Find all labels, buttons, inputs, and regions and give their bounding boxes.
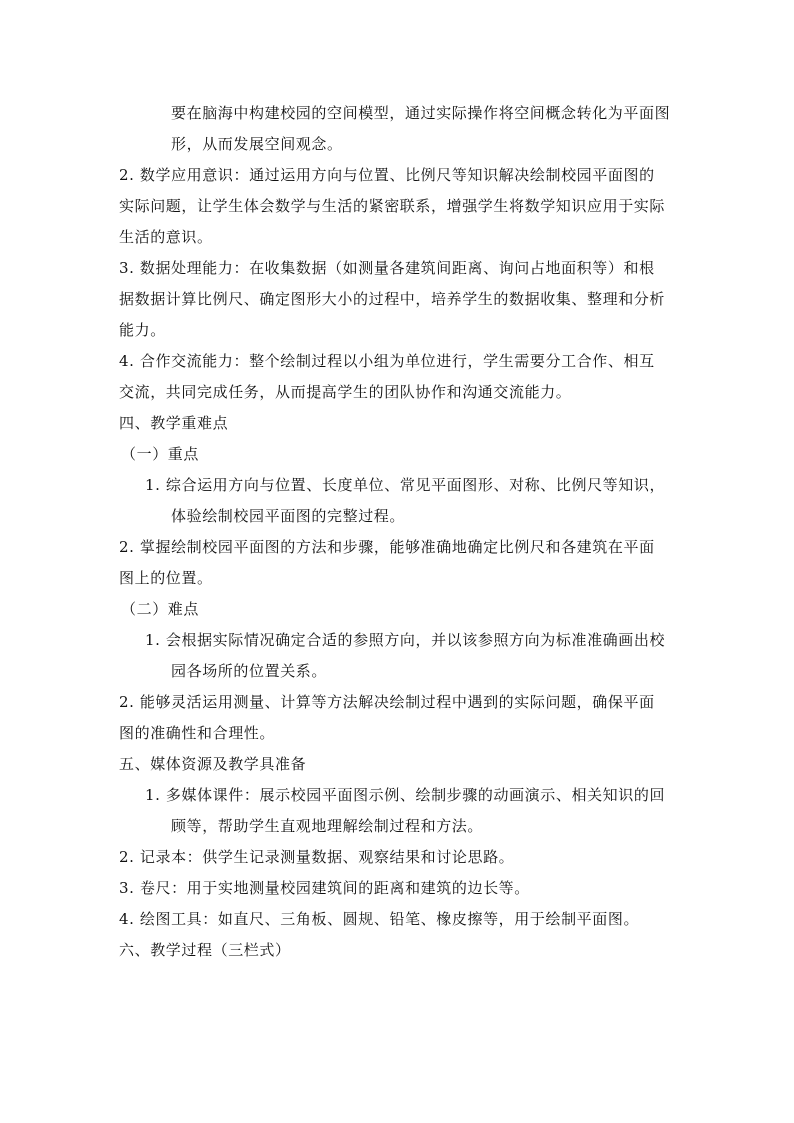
text-line: 4. 合作交流能力：整个绘制过程以小组为单位进行，学生需要分工合作、相互 (119, 352, 655, 370)
text-line: 生活的意识。 (119, 228, 213, 246)
text-line: 3. 卷尺：用于实地测量校园建筑间的距离和建筑的边长等。 (119, 879, 530, 897)
text-line: 2. 记录本：供学生记录测量数据、观察结果和讨论思路。 (119, 848, 515, 866)
text-line: 2. 能够灵活运用测量、计算等方法解决绘制过程中遇到的实际问题，确保平面 (119, 693, 655, 711)
text-line: 图上的位置。 (119, 569, 213, 587)
text-line: 形，从而发展空间观念。 (171, 135, 343, 153)
text-line: 体验绘制校园平面图的完整过程。 (171, 507, 406, 525)
text-line: 2. 数学应用意识：通过运用方向与位置、比例尺等知识解决绘制校园平面图的 (119, 166, 655, 184)
section-heading: 四、教学重难点 (119, 414, 229, 432)
subsection-heading: （二）难点 (121, 600, 200, 618)
section-heading: 五、媒体资源及教学具准备 (119, 755, 307, 773)
text-line: 据数据计算比例尺、确定图形大小的过程中，培养学生的数据收集、整理和分析 (119, 290, 666, 308)
text-line: 园各场所的位置关系。 (171, 662, 328, 680)
text-line: 能力。 (119, 321, 166, 339)
text-line: 3. 数据处理能力：在收集数据（如测量各建筑间距离、询问占地面积等）和根 (119, 259, 655, 277)
text-line: 顾等，帮助学生直观地理解绘制过程和方法。 (171, 817, 484, 835)
text-line: 2. 掌握绘制校园平面图的方法和步骤，能够准确地确定比例尺和各建筑在平面 (119, 538, 655, 556)
text-line: 图的准确性和合理性。 (119, 724, 276, 742)
text-line: 实际问题，让学生体会数学与生活的紧密联系，增强学生将数学知识应用于实际 (119, 197, 666, 215)
text-line: 1. 多媒体课件：展示校园平面图示例、绘制步骤的动画演示、相关知识的回 (145, 786, 666, 804)
text-line: 交流，共同完成任务，从而提高学生的团队协作和沟通交流能力。 (119, 383, 572, 401)
section-heading: 六、教学过程（三栏式） (119, 941, 291, 959)
text-line: 1. 会根据实际情况确定合适的参照方向，并以该参照方向为标准准确画出校 (145, 631, 666, 649)
subsection-heading: （一）重点 (121, 445, 200, 463)
text-line: 4. 绘图工具：如直尺、三角板、圆规、铅笔、橡皮擦等，用于绘制平面图。 (119, 910, 640, 928)
text-line: 1. 综合运用方向与位置、长度单位、常见平面图形、对称、比例尺等知识， (145, 476, 666, 494)
text-line: 要在脑海中构建校园的空间模型，通过实际操作将空间概念转化为平面图 (171, 104, 671, 122)
